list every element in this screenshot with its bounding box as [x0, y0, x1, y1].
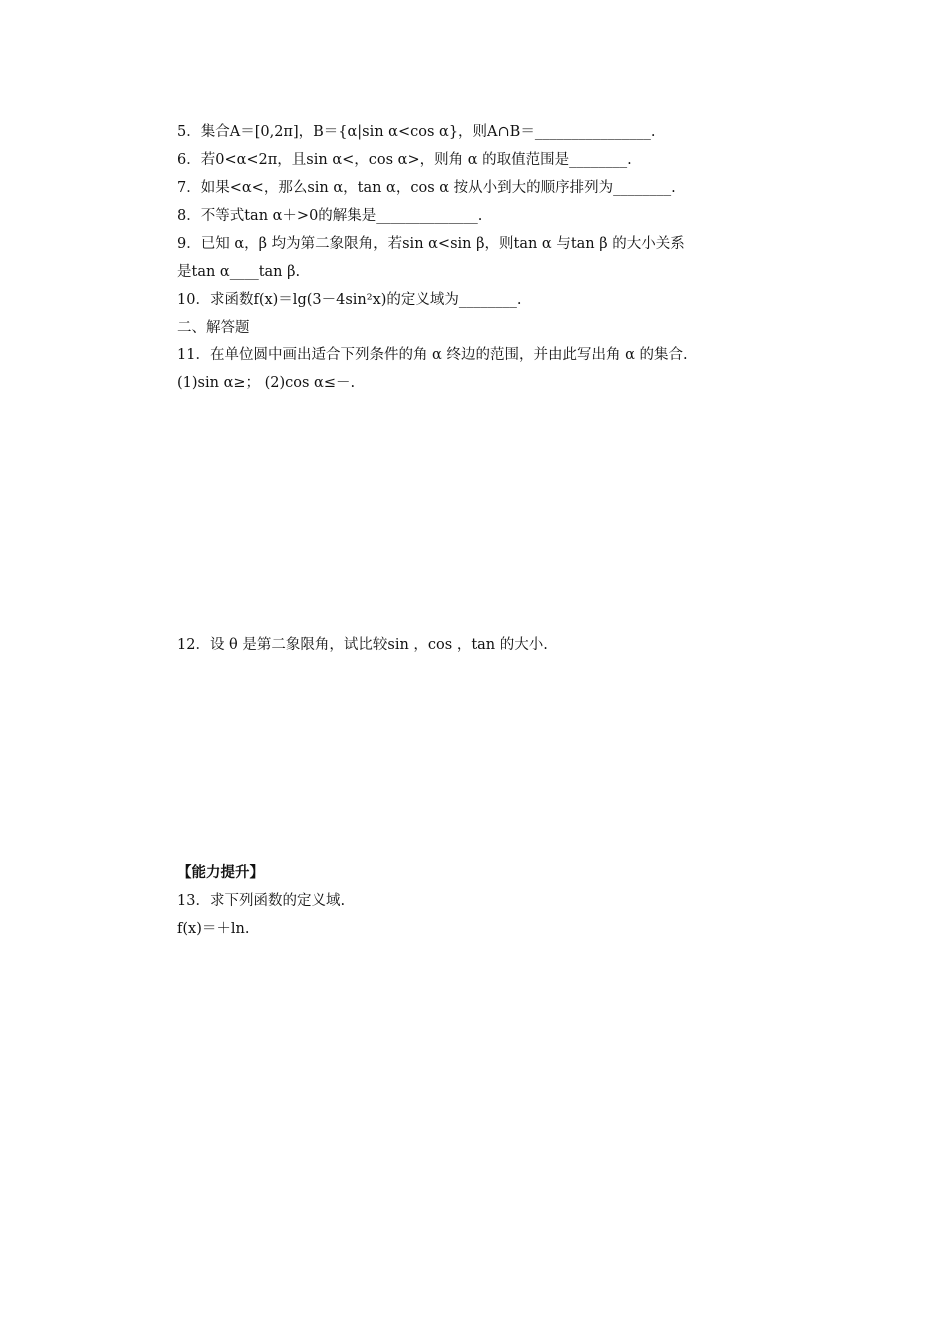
- question-11-line-1: 11．在单位圆中画出适合下列条件的角 α 终边的范围，并由此写出角 α 的集合.: [177, 347, 688, 363]
- section-title-solve: 二、解答题: [177, 320, 250, 336]
- question-12: 12．设 θ 是第二象限角，试比较sin ，cos ，tan 的大小.: [177, 637, 548, 653]
- question-8: 8．不等式tan α＋>0的解集是______________.: [177, 208, 483, 224]
- question-5: 5．集合A＝[0,2π]，B＝{α|sin α<cos α}，则A∩B＝________________.: [177, 124, 656, 140]
- question-13-line-2: f(x)＝＋ln.: [177, 921, 250, 937]
- question-10: 10．求函数f(x)＝lg(3－4sin²x)的定义域为________.: [177, 292, 522, 308]
- question-7: 7．如果<α<，那么sin α，tan α，cos α 按从小到大的顺序排列为________.: [177, 180, 676, 196]
- question-9-line-1: 9．已知 α，β 均为第二象限角，若sin α<sin β，则tan α 与tan β 的大小关系: [177, 236, 685, 252]
- question-13-line-1: 13．求下列函数的定义域.: [177, 893, 346, 909]
- question-11-line-2: (1)sin α≥； (2)cos α≤－.: [177, 375, 356, 391]
- question-6: 6．若0<α<2π，且sin α<，cos α>，则角 α 的取值范围是________.: [177, 152, 632, 168]
- question-9-line-2: 是tan α____tan β.: [177, 264, 301, 280]
- section-title-advance: 【能力提升】: [177, 864, 264, 881]
